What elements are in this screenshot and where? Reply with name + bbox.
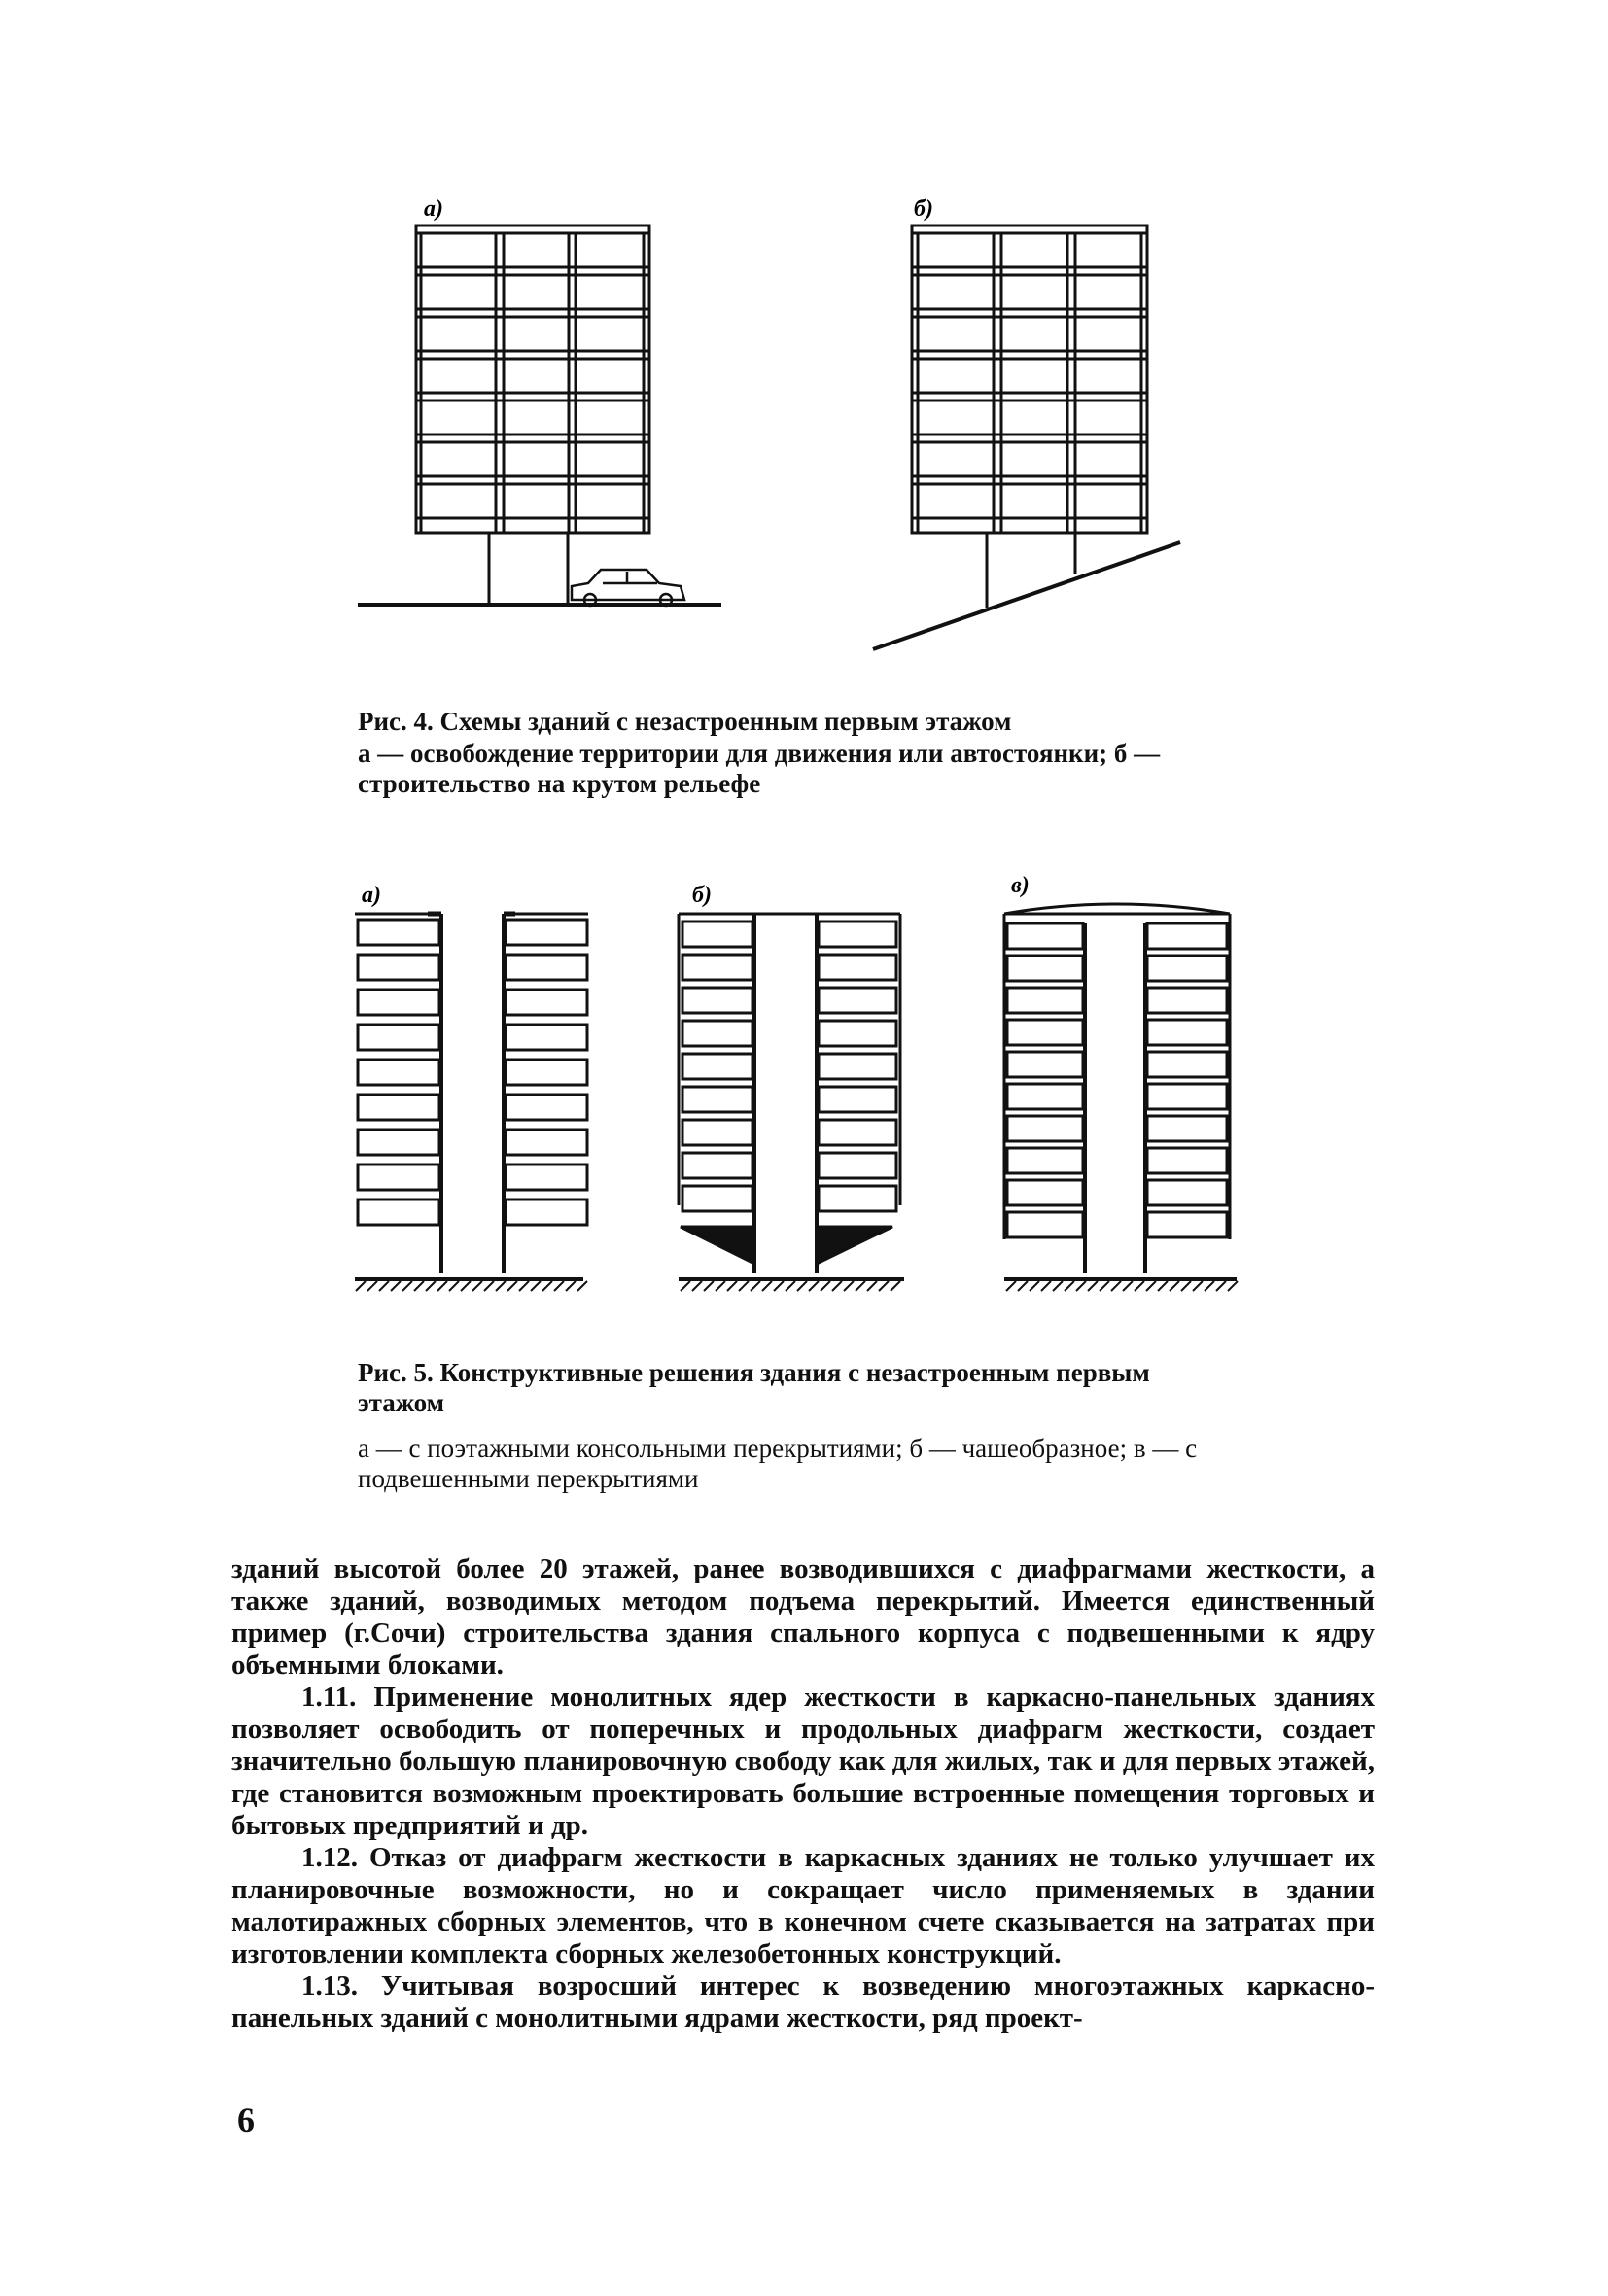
fig5v-right-slab — [1147, 1084, 1227, 1109]
fig5b-right-slab — [819, 955, 896, 980]
fig5v-right-slab — [1147, 1212, 1227, 1237]
fig5a-right-slab — [506, 955, 587, 980]
fig4-caption-title: Рис. 4. Схемы зданий с незастроенным первым этажом — [358, 707, 1012, 736]
fig5a-left-slab — [358, 920, 439, 945]
fig5v-left-slab — [1007, 1116, 1083, 1141]
fig4-label-a: а) — [424, 196, 443, 222]
fig5v-left-slab — [1007, 923, 1083, 949]
fig5b-right-slab — [819, 1021, 896, 1046]
fig5a-left-slab — [358, 1130, 439, 1155]
fig4-label-b: б) — [914, 196, 933, 222]
fig5v-left-slab — [1007, 1180, 1083, 1205]
fig5-label-a: а) — [362, 883, 381, 908]
fig5v-right-slab — [1147, 1052, 1227, 1077]
fig5v-left-slab — [1007, 988, 1083, 1013]
fig5a-left-slab — [358, 1200, 439, 1225]
fig5b-left-slab — [682, 922, 752, 947]
fig5v-left-slab — [1007, 1084, 1083, 1109]
paragraph-continued: зданий высотой более 20 этажей, ранее возводившихся с диафрагмами жесткости, а также зданий, возводимых методом подъема перекрытий. Имеется единственный пример (г.Сочи) строительства здания спального корпуса с подвешенными к ядру объемными блоками. — [231, 1553, 1375, 1681]
fig5-label-v: в) — [1011, 873, 1030, 898]
fig5-label-b: б) — [692, 883, 712, 908]
fig5b-right-slab — [819, 1120, 896, 1145]
fig4-building-a — [358, 226, 721, 605]
fig5a-left-slab — [358, 990, 439, 1015]
fig5a-right-slab — [506, 990, 587, 1015]
fig5v-right-slab — [1147, 956, 1227, 981]
fig5v-left-slab — [1007, 956, 1083, 981]
fig5a-left-slab — [358, 1025, 439, 1050]
fig5v-left-slab — [1007, 1052, 1083, 1077]
car-icon — [572, 570, 684, 606]
fig5v-right-slab — [1147, 1020, 1227, 1045]
fig5a-right-slab — [506, 1165, 587, 1190]
page-number: 6 — [237, 2101, 255, 2139]
fig5a-left-slab — [358, 955, 439, 980]
fig5a-right-slab — [506, 1130, 587, 1155]
ground-hatching — [356, 1281, 1238, 1291]
fig5v-right-slab — [1147, 988, 1227, 1013]
fig5a-right-slab — [506, 1095, 587, 1120]
fig5b-left-slab — [682, 1120, 752, 1145]
fig5a-right-slab — [506, 920, 587, 945]
paragraph-1-11: 1.11. Применение монолитных ядер жесткости в каркасно-панельных зданиях позволяет освободить от поперечных и продольных диафрагм жесткости, создает значительно большую планировочную свободу как для жилых, так и для первых этажей, где становится возможным проектировать большие встроенные помещения торговых и бытовых предприятий и др. — [231, 1682, 1375, 1841]
fig5a-right-slab — [506, 1025, 587, 1050]
fig5a-left-slab — [358, 1165, 439, 1190]
fig5a-left-slab — [358, 1060, 439, 1085]
fig5-building-b — [679, 914, 904, 1279]
fig5v-left-slab — [1007, 1148, 1083, 1173]
paragraph-1-12: 1.12. Отказ от диафрагм жесткости в каркасных зданиях не только улучшает их планировочные возможности, но и сокращает число применяемых в здании малотиражных сборных элементов, что в конечном счете сказывается на затратах при изготовлении комплекта сборных железобетонных конструкций. — [231, 1842, 1375, 1969]
fig5b-right-slab — [819, 988, 896, 1013]
fig5b-left-slab — [682, 988, 752, 1013]
fig5v-right-slab — [1147, 1116, 1227, 1141]
fig5b-left-slab — [682, 1087, 752, 1112]
fig5b-right-slab — [819, 922, 896, 947]
fig5b-right-slab — [819, 1087, 896, 1112]
fig5b-left-slab — [682, 1153, 752, 1178]
paragraph-1-13: 1.13. Учитывая возросший интерес к возведению многоэтажных каркасно-панельных зданий с монолитными ядрами жесткости, ряд проект- — [231, 1970, 1375, 2034]
fig5-caption-legend: а — с поэтажными консольными перекрытиями; б — чашеобразное; в — с подвешенными перекрытиями — [358, 1434, 1198, 1493]
fig5b-left-slab — [682, 1054, 752, 1079]
fig5b-right-slab — [819, 1186, 896, 1211]
fig5v-right-slab — [1147, 1180, 1227, 1205]
fig5b-right-slab — [819, 1153, 896, 1178]
fig5b-left-slab — [682, 1186, 752, 1211]
fig5a-right-slab — [506, 1060, 587, 1085]
fig5a-right-slab — [506, 1200, 587, 1225]
fig5-caption-title: Рис. 5. Конструктивные решения здания с незастроенным первым этажом — [358, 1358, 1150, 1417]
fig5-building-v — [1004, 904, 1237, 1279]
fig5b-right-slab — [819, 1054, 896, 1079]
fig5v-left-slab — [1007, 1212, 1083, 1237]
fig5b-left-slab — [682, 1021, 752, 1046]
fig5v-right-slab — [1147, 1148, 1227, 1173]
fig4-building-b — [873, 226, 1180, 649]
fig4-caption-legend: а — освобождение территории для движения или автостоянки; б — строительство на крутом рельефе — [358, 739, 1161, 798]
fig5a-left-slab — [358, 1095, 439, 1120]
fig5b-left-slab — [682, 955, 752, 980]
fig5v-left-slab — [1007, 1020, 1083, 1045]
fig5v-right-slab — [1147, 923, 1227, 949]
body-text — [231, 1553, 1375, 2035]
